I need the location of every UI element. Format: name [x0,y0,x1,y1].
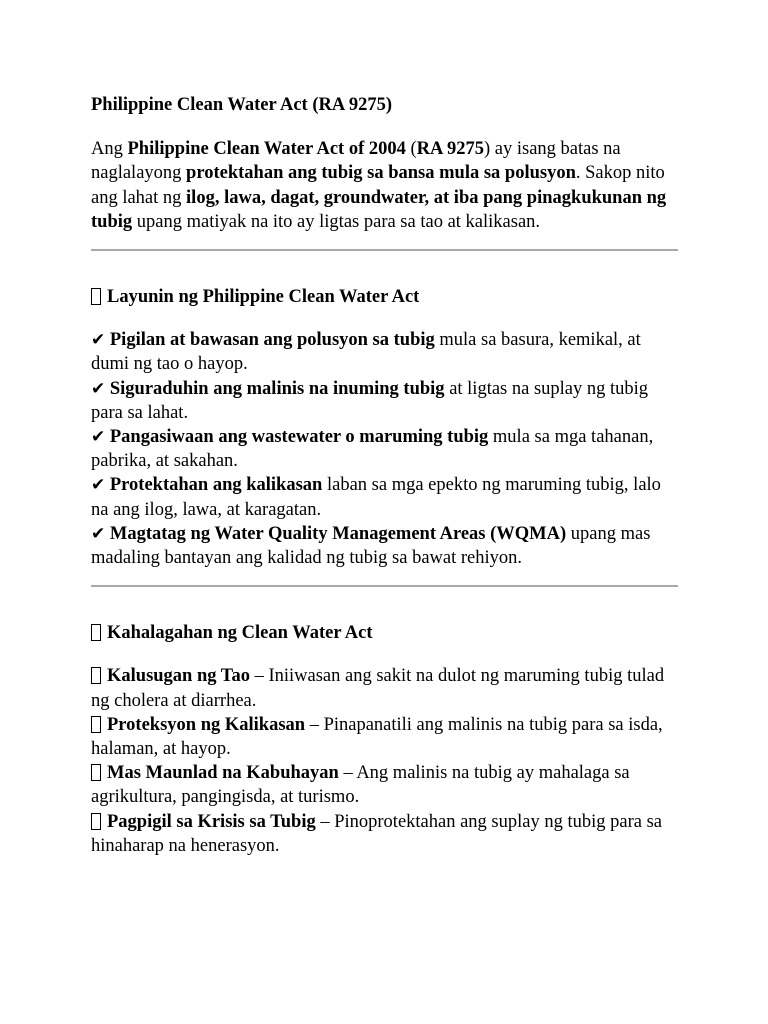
missing-glyph-box-icon [91,764,101,781]
missing-glyph-box-icon [91,813,101,830]
intro-bold: protektahan ang tubig sa bansa mula sa polusyon [186,163,576,184]
missing-glyph-box-icon [91,716,101,733]
intro-bold: ilog, lawa, dagat, groundwater, at iba pang pinagkukunan ng tubig [91,187,667,232]
list-item-text: – Iniiwasan ang sakit na dulot ng maruming tubig tulad ng cholera at diarrhea. [91,666,665,711]
list-item-bold: Kalusugan ng Tao [107,666,250,687]
list-item-text: at ligtas na suplay ng tubig para sa lahat. [91,378,649,423]
list-item [91,522,678,570]
intro-text: ( [405,139,417,160]
list-item-bold: Proteksyon ng Kalikasan [107,714,306,735]
section-divider [91,249,678,251]
checkmark-icon: ✔ [91,427,106,448]
list-item [91,425,678,473]
section-divider [91,585,678,587]
list-item-bold: Magtatag ng Water Quality Management Areas (WQMA) [109,523,567,544]
list-item [91,328,678,376]
section-heading-kahalagahan [91,621,678,645]
list-item-text: mula sa mga tahanan, pabrika, at sakahan. [91,427,654,472]
list-item-text: laban sa mga epekto ng maruming tubig, lalo na ang ilog, lawa, at karagatan. [91,475,661,520]
list-item-text: – Pinapanatili ang malinis na tubig para sa isda, halaman, at hayop. [91,714,663,760]
list-item [91,810,678,858]
intro-text: upang matiyak na ito ay ligtas para sa tao at kalikasan. [132,211,541,232]
objectives-list [91,328,678,570]
list-item-text: – Pinoprotektahan ang suplay ng tubig para sa hinaharap na henerasyon. [91,811,663,856]
intro-text: ) ay isang batas na naglalayong [91,139,621,184]
section-heading-text: Layunin ng Philippine Clean Water Act [107,287,420,308]
section-heading-text: Kahalagahan ng Clean Water Act [107,623,373,644]
intro-bold: RA 9275 [416,139,484,160]
list-item-text: – Ang malinis na tubig ay mahalaga sa agrikultura, pangingisda, at turismo. [91,763,630,808]
list-item [91,761,678,809]
list-item-bold: Mas Maunlad na Kabuhayan [107,763,339,784]
document-title-text: Philippine Clean Water Act (RA 9275) [91,95,392,115]
missing-glyph-box-icon [91,624,101,641]
intro-bold: Philippine Clean Water Act of 2004 [127,139,406,160]
list-item-bold: Pagpigil sa Krisis sa Tubig [107,811,316,832]
document-title [91,93,678,117]
list-item [91,377,678,425]
list-item-bold: Pigilan at bawasan ang polusyon sa tubig [109,330,435,351]
list-item-bold: Siguraduhin ang malinis na inuming tubig [109,378,445,399]
checkmark-icon: ✔ [91,475,106,496]
list-item-bold: Protektahan ang kalikasan [109,475,323,496]
list-item [91,473,678,521]
intro-text: . Sakop nito ang lahat ng [91,163,665,208]
list-item-text: upang mas madaling bantayan ang kalidad ng tubig sa bawat rehiyon. [91,523,651,569]
checkmark-icon: ✔ [91,378,106,399]
intro-text: Ang [91,139,128,160]
intro-paragraph [91,137,678,234]
section-heading-layunin [91,285,678,309]
checkmark-icon: ✔ [91,330,106,351]
missing-glyph-box-icon [91,288,101,305]
list-item-bold: Pangasiwaan ang wastewater o maruming tubig [109,427,489,448]
importance-list [91,664,678,858]
checkmark-icon: ✔ [91,523,106,544]
list-item-text: mula sa basura, kemikal, at dumi ng tao o hayop. [91,330,641,375]
missing-glyph-box-icon [91,667,101,684]
list-item [91,713,678,761]
list-item [91,664,678,712]
